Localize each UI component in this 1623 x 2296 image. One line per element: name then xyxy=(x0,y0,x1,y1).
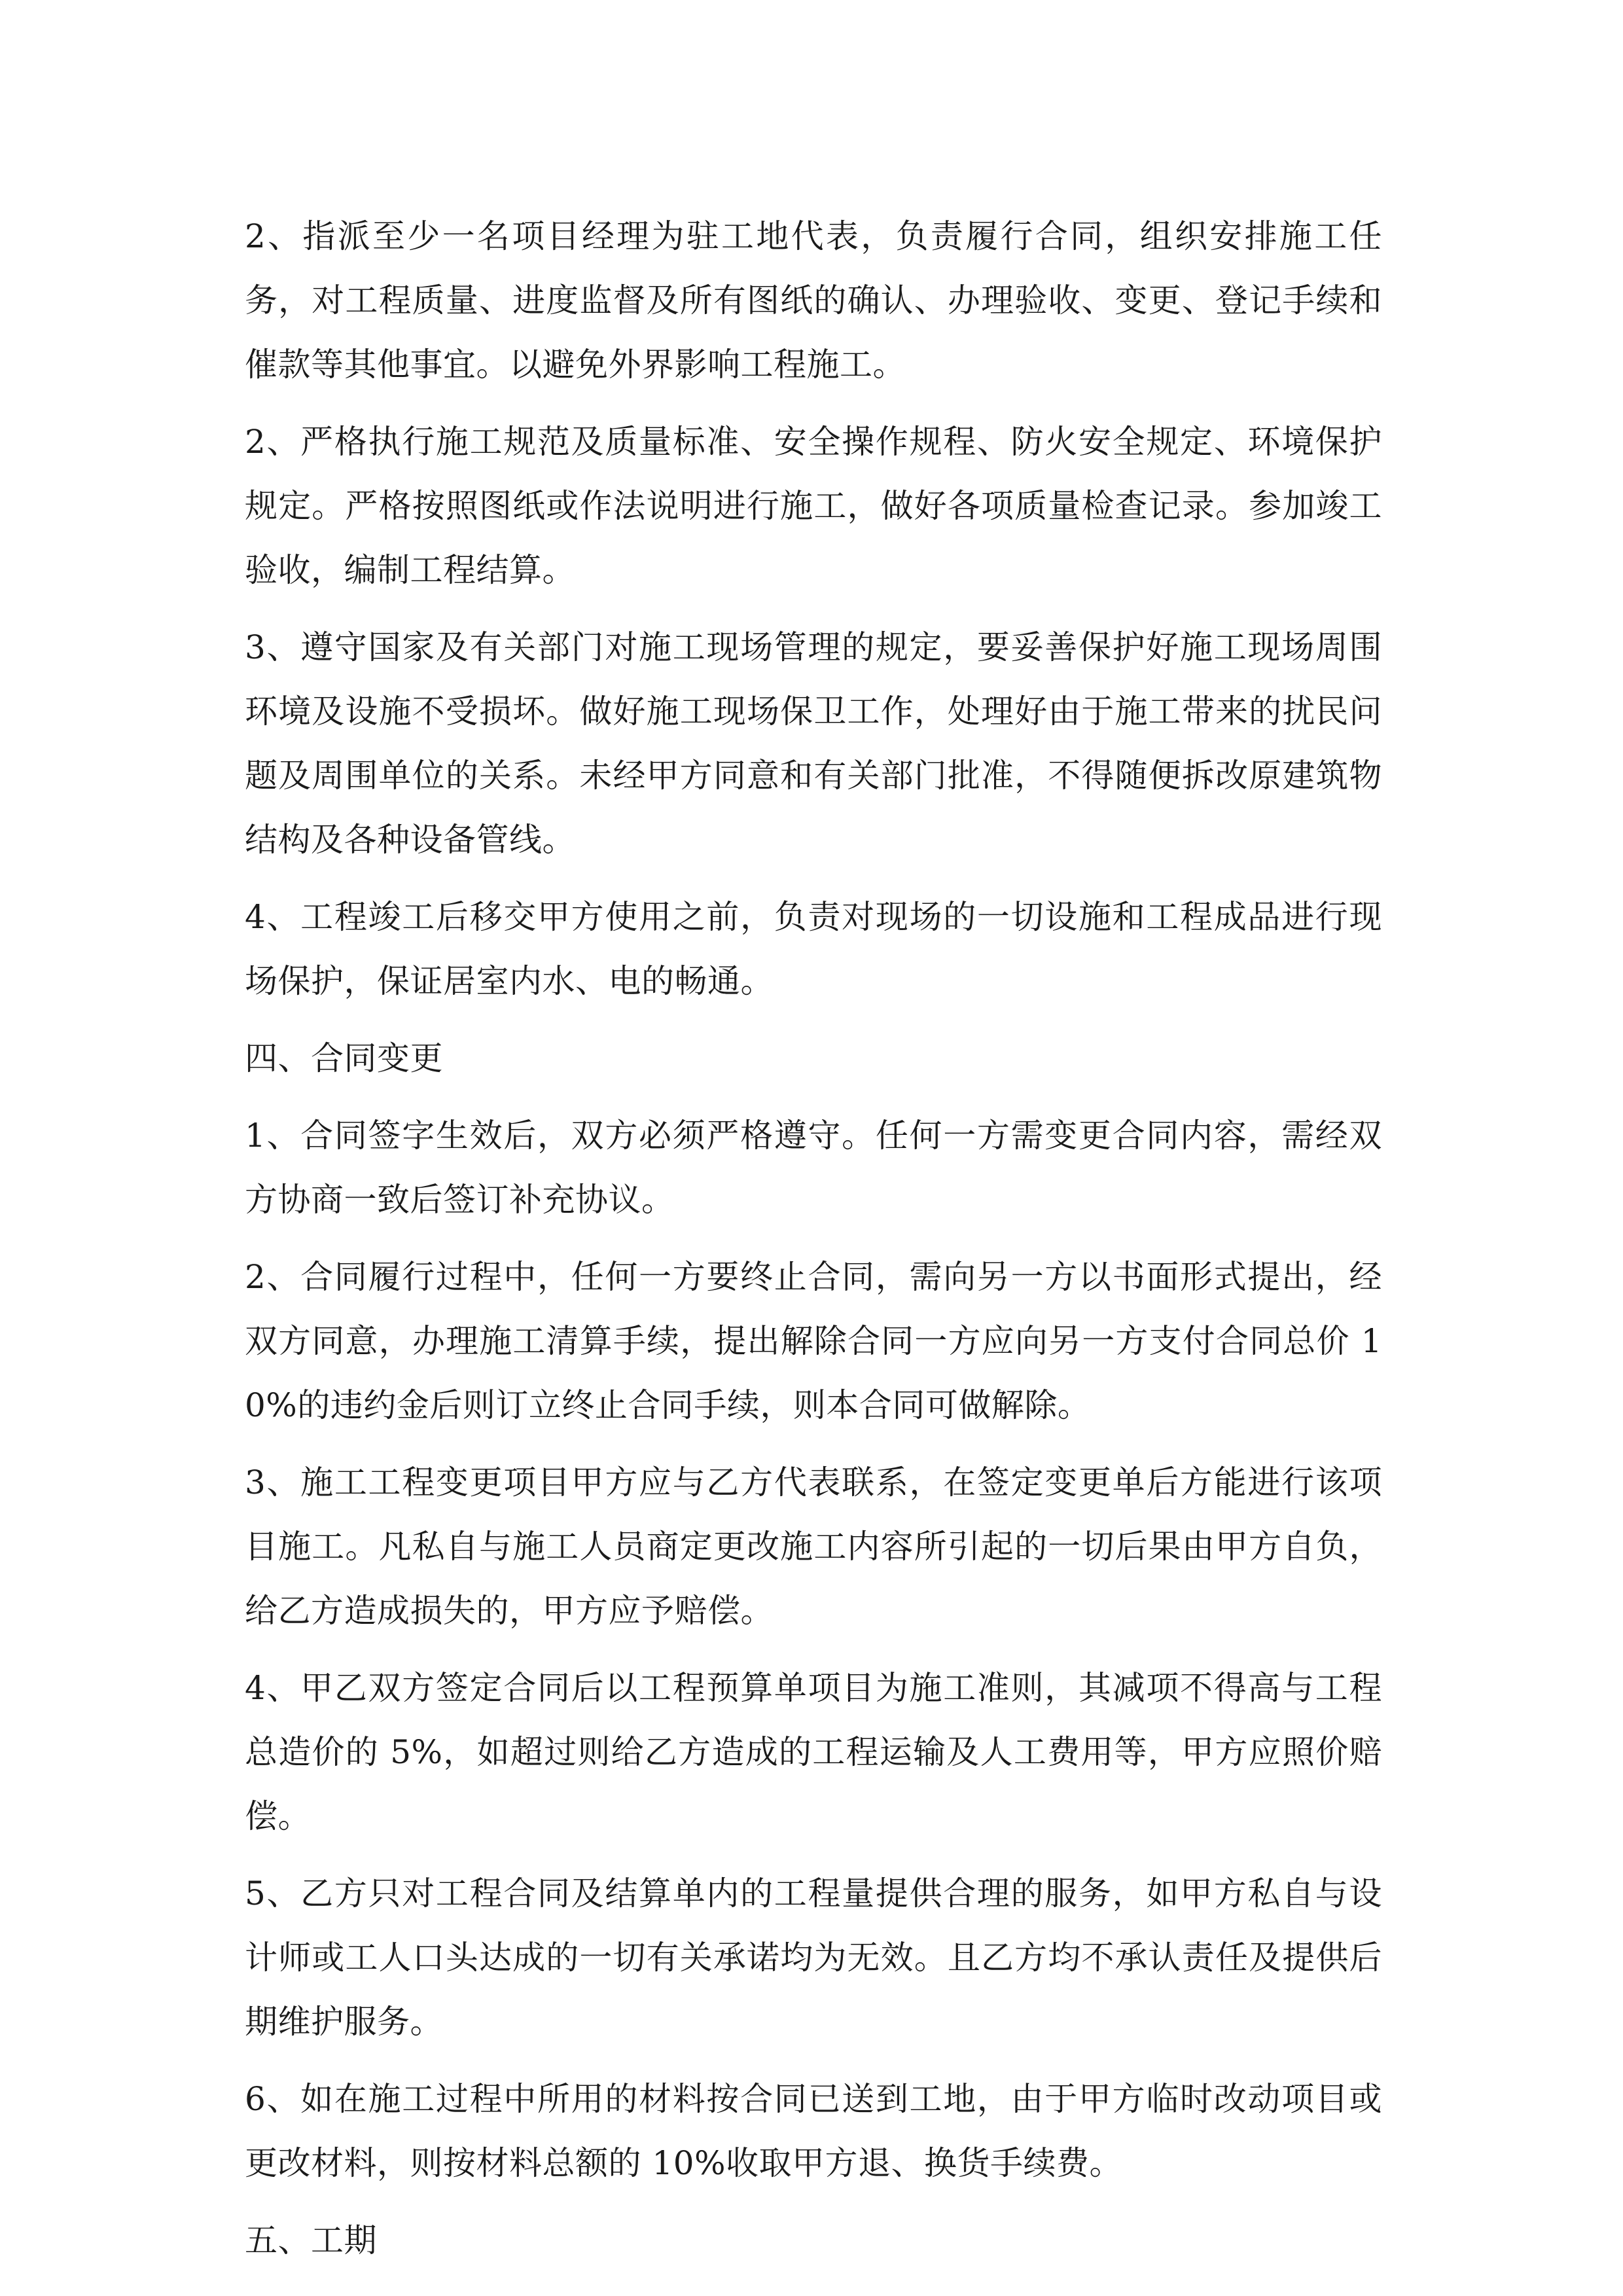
paragraph-dispatch-project-manager: 2、指派至少一名项目经理为驻工地代表，负责履行合同，组织安排施工任务，对工程质量、进度监督及所有图纸的确认、办理验收、变更、登记手续和催款等其他事宜。以避免外界影响工程施工。 xyxy=(245,217,1382,384)
document-body xyxy=(245,204,1382,2286)
paragraph-contract-change-6: 6、如在施工过程中所用的材料按合同已送到工地，由于甲方临时改动项目或更改材料，则按材料总额的 10%收取甲方退、换货手续费。 xyxy=(245,2080,1382,2182)
paragraph-contract-change-5: 5、乙方只对工程合同及结算单内的工程量提供合理的服务，如甲方私自与设计师或工人口头达成的一切有关承诺均为无效。且乙方均不承认责任及提供后期维护服务。 xyxy=(245,1874,1382,2041)
paragraph-site-protection: 4、工程竣工后移交甲方使用之前，负责对现场的一切设施和工程成品进行现场保护，保证居室内水、电的畅通。 xyxy=(245,898,1382,1000)
paragraph-contract-change-2: 2、合同履行过程中，任何一方要终止合同，需向另一方以书面形式提出，经双方同意，办理施工清算手续，提出解除合同一方应向另一方支付合同总价 10%的违约金后则订立终止合同手续，则本合同可做解除。 xyxy=(245,1258,1382,1424)
paragraph-contract-change-4: 4、甲乙双方签定合同后以工程预算单项目为施工准则，其减项不得高与工程总造价的 5%，如超过则给乙方造成的工程运输及人工费用等，甲方应照价赔偿。 xyxy=(245,1669,1382,1835)
section-heading-contract-change: 四、合同变更 xyxy=(245,1039,443,1077)
paragraph-contract-change-1: 1、合同签字生效后，双方必须严格遵守。任何一方需变更合同内容，需经双方协商一致后签订补充协议。 xyxy=(245,1117,1382,1219)
section-heading-construction-period: 五、工期 xyxy=(245,2221,377,2259)
paragraph-site-management: 3、遵守国家及有关部门对施工现场管理的规定，要妥善保护好施工现场周围环境及设施不受损坏。做好施工现场保卫工作，处理好由于施工带来的扰民问题及周围单位的关系。未经甲方同意和有关部门批准，不得随便拆改原建筑物结构及各种设备管线。 xyxy=(245,628,1382,859)
paragraph-contract-change-3: 3、施工工程变更项目甲方应与乙方代表联系，在签定变更单后方能进行该项目施工。凡私自与施工人员商定更改施工内容所引起的一切后果由甲方自负，给乙方造成损失的，甲方应予赔偿。 xyxy=(245,1463,1382,1630)
paragraph-construction-standards: 2、严格执行施工规范及质量标准、安全操作规程、防火安全规定、环境保护规定。严格按照图纸或作法说明进行施工，做好各项质量检查记录。参加竣工验收，编制工程结算。 xyxy=(245,423,1382,589)
